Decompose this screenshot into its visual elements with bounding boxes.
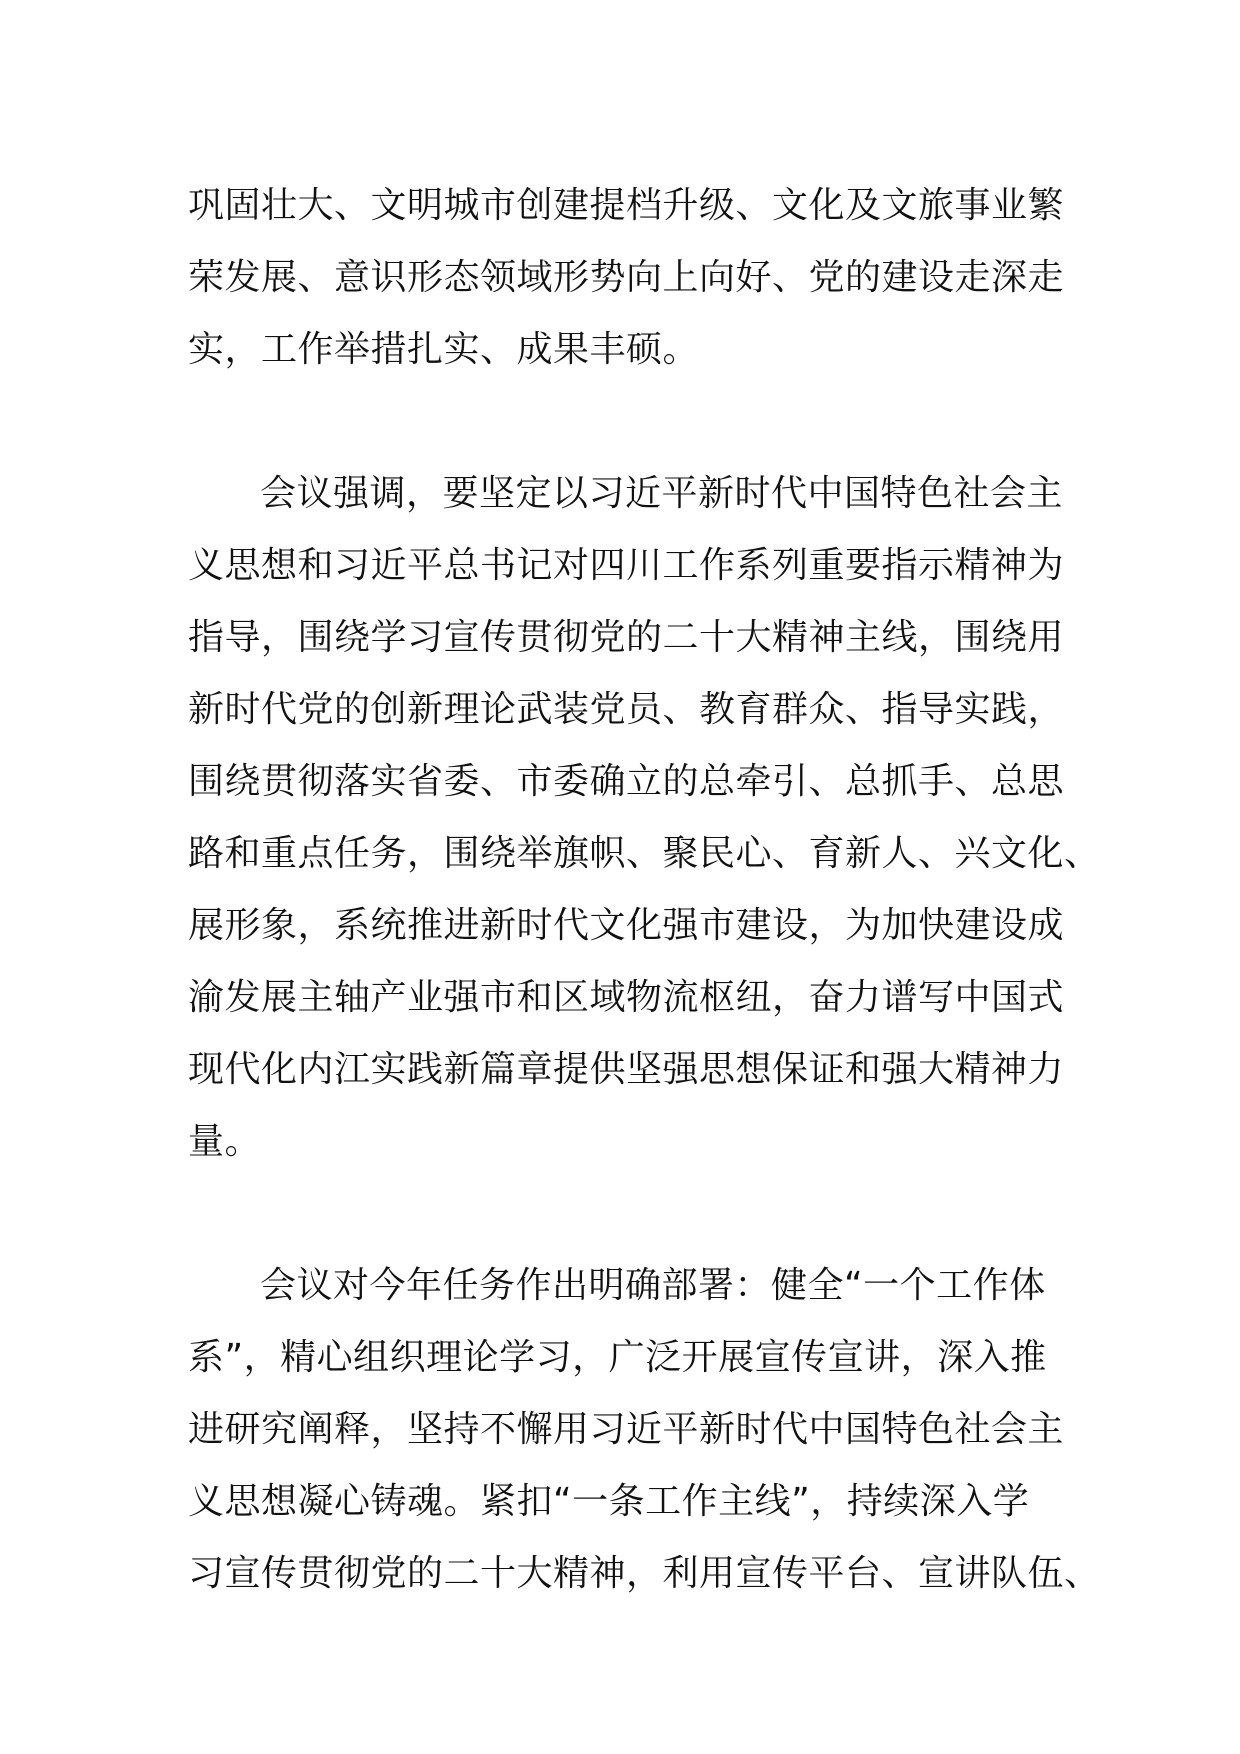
text-line: 路和重点任务，围绕举旗帜、聚民心、育新人、兴文化、 xyxy=(188,833,1101,874)
text-line: 现代化内江实践新篇章提供坚强思想保证和强大精神力 xyxy=(188,1049,1065,1090)
paragraph xyxy=(188,170,1088,386)
text-line: 指导，围绕学习宣传贯彻党的二十大精神主线，围绕用 xyxy=(188,617,1065,658)
text-line: 实，工作举措扎实、成果丰硕。 xyxy=(188,329,700,370)
text-line: 量。 xyxy=(188,1121,262,1162)
text-line: 新时代党的创新理论武装党员、教育群众、指导实践， xyxy=(188,689,1065,730)
text-line: 巩固壮大、文明城市创建提档升级、文化及文旅事业繁 xyxy=(188,185,1065,226)
text-line: 习宣传贯彻党的二十大精神，利用宣传平台、宣讲队伍、 xyxy=(188,1553,1101,1594)
text-line: 义思想凝心铸魂。紧扣“一条工作主线”，持续深入学 xyxy=(188,1481,1030,1522)
text-line: 会议对今年任务作出明确部署：健全“一个工作体 xyxy=(260,1265,1046,1306)
text-line: 会议强调，要坚定以习近平新时代中国特色社会主 xyxy=(260,473,1064,514)
paragraph xyxy=(188,1250,1101,1610)
document-body xyxy=(188,170,1101,1682)
text-line: 渝发展主轴产业强市和区域物流枢纽，奋力谱写中国式 xyxy=(188,977,1065,1018)
text-line: 义思想和习近平总书记对四川工作系列重要指示精神为 xyxy=(188,545,1065,586)
text-line: 系”，精心组织理论学习，广泛开展宣传宣讲，深入推 xyxy=(188,1337,1047,1378)
text-line: 荣发展、意识形态领域形势向上向好、党的建设走深走 xyxy=(188,257,1065,298)
text-line: 展形象，系统推进新时代文化强市建设，为加快建设成 xyxy=(188,905,1065,946)
text-line: 围绕贯彻落实省委、市委确立的总牵引、总抓手、总思 xyxy=(188,761,1065,802)
paragraph xyxy=(188,458,1101,1178)
text-line: 进研究阐释，坚持不懈用习近平新时代中国特色社会主 xyxy=(188,1409,1065,1450)
